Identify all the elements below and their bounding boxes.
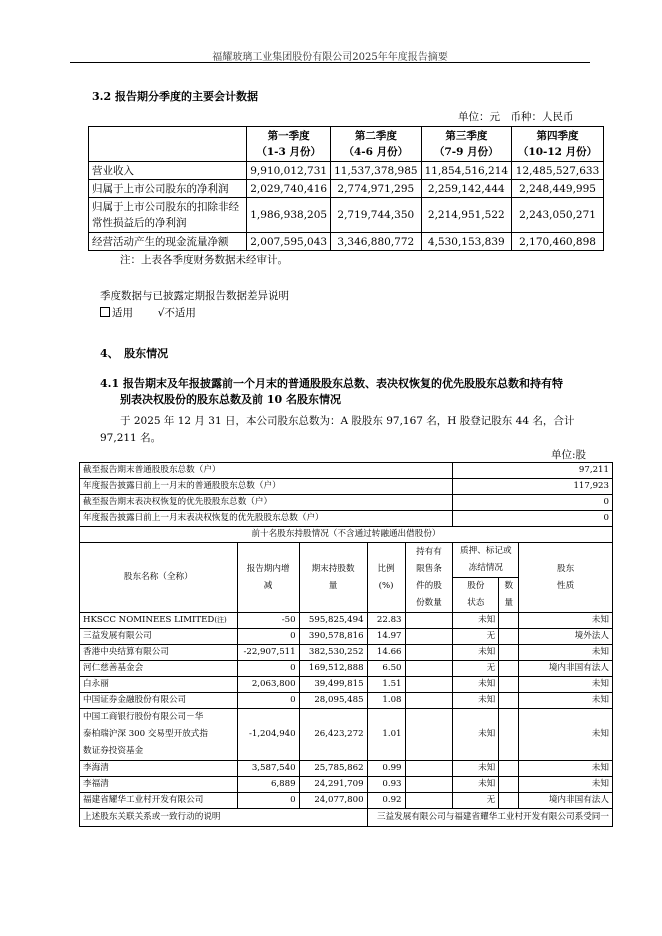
holder-name: 李福清 xyxy=(80,777,238,793)
holder-name: 李海清 xyxy=(80,761,238,777)
cell-value: 2,007,595,043 xyxy=(247,233,331,251)
holder-held: 39,499,815 xyxy=(299,677,367,693)
column-header-row xyxy=(80,543,613,578)
holder-status: 无 xyxy=(453,629,499,645)
holder-ratio: 22.83 xyxy=(367,613,405,629)
holder-ratio: 0.93 xyxy=(367,777,405,793)
holder-nature: 未知 xyxy=(519,709,613,761)
holder-status: 未知 xyxy=(453,693,499,709)
table-row xyxy=(89,233,604,251)
row-label: 归属于上市公司股东的净利润 xyxy=(89,180,247,198)
section-3-2-title: 3.2 报告期分季度的主要会计数据 xyxy=(92,90,258,103)
page-header: 福耀玻璃工业集团股份有限公司2025年年度报告摘要 xyxy=(212,52,448,63)
holder-status: 无 xyxy=(453,793,499,809)
top10-title-row xyxy=(80,527,613,543)
holder-ratio: 6.50 xyxy=(367,661,405,677)
cell-value: 2,774,971,295 xyxy=(331,180,422,198)
cell-value: 11,537,378,985 xyxy=(331,162,422,180)
difference-title: 季度数据与已披露定期报告数据差异说明 xyxy=(100,290,289,302)
holder-restricted xyxy=(405,793,453,809)
holder-restricted xyxy=(405,661,453,677)
holder-status: 无 xyxy=(453,661,499,677)
holder-change: 0 xyxy=(237,793,299,809)
holder-ratio: 14.97 xyxy=(367,629,405,645)
holder-name: 三益发展有限公司 xyxy=(80,629,238,645)
holder-held: 390,578,816 xyxy=(299,629,367,645)
holder-change: -1,204,940 xyxy=(237,709,299,761)
holder-restricted xyxy=(405,645,453,661)
holder-qty xyxy=(499,777,519,793)
holder-name: 白永丽 xyxy=(80,677,238,693)
holder-change: 2,063,800 xyxy=(237,677,299,693)
holder-nature: 未知 xyxy=(519,613,613,629)
holder-nature: 未知 xyxy=(519,761,613,777)
summary-row xyxy=(80,511,613,527)
header-restricted: 持有有 限售条 件的股 份数量 xyxy=(405,543,453,613)
section-4-1-title-line1: 4.1 报告期末及年报披露前一个月末的普通股股东总数、表决权恢复的优先股股东总数和持有特 xyxy=(100,377,563,390)
shareholder-para-line1: 于 2025 年 12 月 31 日，本公司股东总数为：A 股股东 97,167 名，H 股登记股东 44 名，合计 xyxy=(120,415,575,427)
summary-value: 0 xyxy=(453,511,613,527)
holder-held: 24,291,709 xyxy=(299,777,367,793)
holder-held: 25,785,862 xyxy=(299,761,367,777)
row-label: 归属于上市公司股东的扣除非经常性损益后的净利润 xyxy=(89,198,247,233)
holder-qty xyxy=(499,661,519,677)
row-label: 营业收入 xyxy=(89,162,247,180)
cell-value: 2,248,449,995 xyxy=(512,180,604,198)
top10-title: 前十名股东持股情况（不含通过转融通出借股份） xyxy=(80,527,613,543)
header-q4: 第四季度 （10-12 月份） xyxy=(512,127,604,162)
holder-change: 0 xyxy=(237,661,299,677)
holder-restricted xyxy=(405,629,453,645)
shareholder-unit: 单位:股 xyxy=(551,449,587,461)
cell-value: 11,854,516,214 xyxy=(421,162,512,180)
holder-nature: 未知 xyxy=(519,677,613,693)
holder-ratio: 1.08 xyxy=(367,693,405,709)
holder-restricted xyxy=(405,677,453,693)
summary-label: 截至报告期末表决权恢复的优先股股东总数（户） xyxy=(80,495,453,511)
row-label: 经营活动产生的现金流量净额 xyxy=(89,233,247,251)
summary-label: 年度报告披露日前上一月末的普通股股东总数（户） xyxy=(80,479,453,495)
relation-row xyxy=(80,809,613,827)
holder-qty xyxy=(499,645,519,661)
holder-qty xyxy=(499,613,519,629)
holder-held: 382,530,252 xyxy=(299,645,367,661)
relation-text: 三益发展有限公司与福建省耀华工业村开发有限公司系受同一 xyxy=(367,809,612,827)
holder-nature: 境外法人 xyxy=(519,629,613,645)
section-4-1-title-line2: 别表决权股份的股东总数及前 10 名股东情况 xyxy=(120,393,341,406)
holder-nature: 境内非国有法人 xyxy=(519,793,613,809)
holder-name: 福建省耀华工业村开发有限公司 xyxy=(80,793,238,809)
holder-change: 6,889 xyxy=(237,777,299,793)
shareholder-para-line2: 97,211 名。 xyxy=(100,432,162,444)
table-row xyxy=(80,709,613,761)
summary-row xyxy=(80,495,613,511)
cell-value: 3,346,880,772 xyxy=(331,233,422,251)
holder-held: 169,512,888 xyxy=(299,661,367,677)
summary-value: 0 xyxy=(453,495,613,511)
header-blank-cell xyxy=(89,127,247,162)
table-row xyxy=(80,777,613,793)
holder-restricted xyxy=(405,613,453,629)
holder-qty xyxy=(499,709,519,761)
holder-nature: 未知 xyxy=(519,645,613,661)
holder-ratio: 1.51 xyxy=(367,677,405,693)
holder-qty xyxy=(499,761,519,777)
difference-options xyxy=(100,305,196,320)
holder-restricted xyxy=(405,777,453,793)
table-row xyxy=(80,629,613,645)
cell-value: 12,485,527,633 xyxy=(512,162,604,180)
holder-status: 未知 xyxy=(453,777,499,793)
holder-status: 未知 xyxy=(453,677,499,693)
header-held: 期末持股数 量 xyxy=(299,543,367,613)
summary-row xyxy=(80,479,613,495)
holder-held: 26,423,272 xyxy=(299,709,367,761)
table-row xyxy=(80,613,613,629)
checkbox-apply[interactable] xyxy=(100,307,110,317)
cell-value: 2,719,744,350 xyxy=(331,198,422,233)
cell-value: 2,214,951,522 xyxy=(421,198,512,233)
cell-value: 1,986,938,205 xyxy=(247,198,331,233)
header-q2: 第二季度 （4-6 月份） xyxy=(331,127,422,162)
cell-value: 2,259,142,444 xyxy=(421,180,512,198)
quarterly-unit: 单位：元 币种：人民币 xyxy=(458,111,574,123)
holder-restricted xyxy=(405,761,453,777)
option-apply-label: 适用 xyxy=(112,307,133,319)
summary-value: 117,923 xyxy=(453,479,613,495)
holder-name: 河仁慈善基金会 xyxy=(80,661,238,677)
section-4-title: 4、 股东情况 xyxy=(100,347,169,360)
holder-change: -22,907,511 xyxy=(237,645,299,661)
cell-value: 2,170,460,898 xyxy=(512,233,604,251)
holder-held: 595,825,494 xyxy=(299,613,367,629)
table-row xyxy=(80,761,613,777)
holder-nature: 境内非国有法人 xyxy=(519,661,613,677)
header-status: 股份 状态 xyxy=(453,578,499,613)
header-q3: 第三季度 （7-9 月份） xyxy=(421,127,512,162)
quarterly-data-table xyxy=(88,126,604,251)
holder-qty xyxy=(499,693,519,709)
header-nature: 股东 性质 xyxy=(519,543,613,613)
shareholder-table xyxy=(79,462,613,827)
holder-status: 未知 xyxy=(453,709,499,761)
holder-nature: 未知 xyxy=(519,693,613,709)
holder-qty xyxy=(499,677,519,693)
holder-name: 香港中央结算有限公司 xyxy=(80,645,238,661)
holder-restricted xyxy=(405,693,453,709)
holder-ratio: 0.99 xyxy=(367,761,405,777)
holder-name: HKSCC NOMINEES LIMITED(注) xyxy=(80,613,238,629)
header-q1: 第一季度 （1-3 月份） xyxy=(247,127,331,162)
table-row xyxy=(80,645,613,661)
holder-status: 未知 xyxy=(453,645,499,661)
cell-value: 9,910,012,731 xyxy=(247,162,331,180)
table-row xyxy=(89,198,604,233)
table-header-row xyxy=(89,127,604,162)
relation-label: 上述股东关联关系或一致行动的说明 xyxy=(80,809,368,827)
holder-name: 中国工商银行股份有限公司－华 泰柏瑞沪深 300 交易型开放式指 数证券投资基金 xyxy=(80,709,238,761)
holder-ratio: 1.01 xyxy=(367,709,405,761)
header-pledge: 质押、标记或 冻结情况 xyxy=(453,543,519,578)
holder-ratio: 14.66 xyxy=(367,645,405,661)
holder-nature: 未知 xyxy=(519,777,613,793)
table-row xyxy=(80,677,613,693)
header-ratio: 比例 (%) xyxy=(367,543,405,613)
table-row xyxy=(80,661,613,677)
table-row xyxy=(80,693,613,709)
holder-ratio: 0.92 xyxy=(367,793,405,809)
summary-row xyxy=(80,463,613,479)
summary-value: 97,211 xyxy=(453,463,613,479)
holder-status: 未知 xyxy=(453,613,499,629)
header-rule xyxy=(70,62,590,63)
header-change: 报告期内增 减 xyxy=(237,543,299,613)
holder-held: 28,095,485 xyxy=(299,693,367,709)
header-name: 股东名称（全称） xyxy=(80,543,238,613)
header-qty: 数 量 xyxy=(499,578,519,613)
quarterly-note: 注：上表各季度财务数据未经审计。 xyxy=(120,254,288,266)
summary-label: 年度报告披露日前上一月末表决权恢复的优先股股东总数（户） xyxy=(80,511,453,527)
cell-value: 4,530,153,839 xyxy=(421,233,512,251)
holder-change: 3,587,540 xyxy=(237,761,299,777)
summary-label: 截至报告期末普通股股东总数（户） xyxy=(80,463,453,479)
holder-restricted xyxy=(405,709,453,761)
table-row xyxy=(80,793,613,809)
table-row xyxy=(89,180,604,198)
holder-qty xyxy=(499,629,519,645)
holder-name: 中国证券金融股份有限公司 xyxy=(80,693,238,709)
holder-change: -50 xyxy=(237,613,299,629)
holder-qty xyxy=(499,793,519,809)
holder-held: 24,077,800 xyxy=(299,793,367,809)
option-na-label: 不适用 xyxy=(164,307,196,319)
cell-value: 2,029,740,416 xyxy=(247,180,331,198)
holder-change: 0 xyxy=(237,629,299,645)
table-row xyxy=(89,162,604,180)
check-mark-icon: √ xyxy=(157,307,165,319)
holder-status: 未知 xyxy=(453,761,499,777)
holder-change: 0 xyxy=(237,693,299,709)
cell-value: 2,243,050,271 xyxy=(512,198,604,233)
